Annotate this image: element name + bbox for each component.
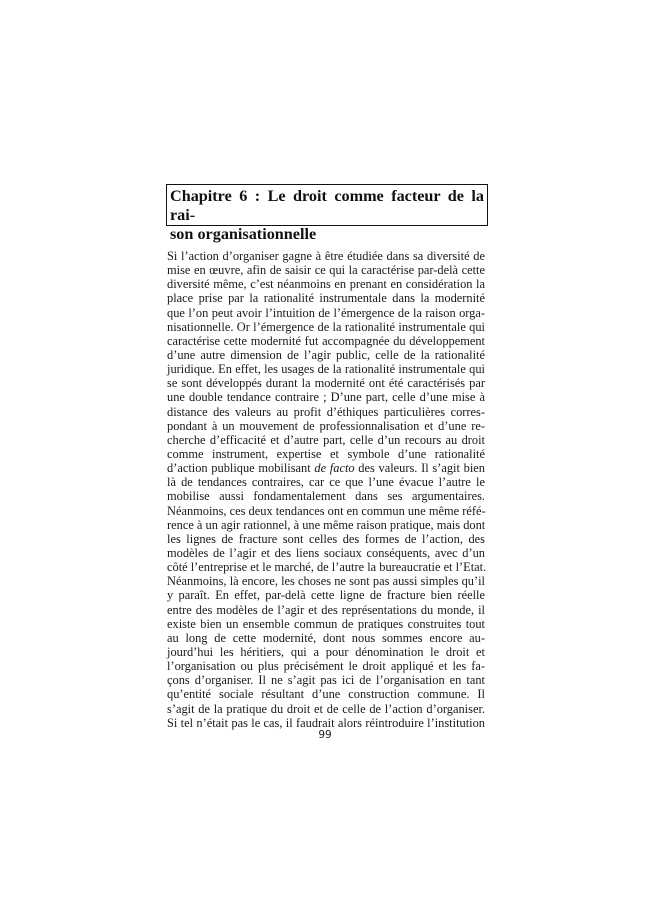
text-line: juridique. En effet, les usages de la rationalité instrumentale qui [167,362,485,377]
chapter-title-line-1: Chapitre 6 : Le droit comme facteur de la rai- [170,187,484,224]
text-line-mixed [167,461,485,475]
text-segment: d’action publique mobilisant [167,461,315,476]
text-line: les lignes de fracture sont celles des formes de l’action, des [167,531,485,546]
text-line: comme instrument, expertise et symbole d’une rationalité [167,446,485,461]
text-line: caractérise cette modernité fut accompagnée du développement [167,333,485,348]
text-line: existe bien un ensemble commun de pratiques construites tout [167,616,485,631]
text-line: d’une autre dimension de l’agir public, celle de la rationalité [167,347,485,362]
text-line: rence à un agir rationnel, à une même raison pratique, mais dont [167,517,486,532]
text-line: Si tel n’était pas le cas, il faudrait alors réintroduire l’institution [167,715,485,730]
text-line: Néanmoins, ces deux tendances ont en commun une même réfé- [167,503,486,518]
page-number: 99 [318,729,332,741]
text-line: se sont développés durant la modernité ont été caractérisés par [167,376,485,391]
body-paragraph [167,249,485,730]
text-line: s’agit de la pratique du droit et de celle de l’action d’organiser. [167,701,485,716]
text-line: place prise par la rationalité instrumentale dans la modernité [167,291,485,306]
text-line: jourd’hui les héritiers, qui a pour dénomination le droit et [167,644,485,659]
italic-term: de facto [314,461,355,476]
text-line: là de tendances contraires, car ce que l’une évacue l’autre le [167,475,485,490]
text-line: une double tendance contraire ; D’une part, celle d’une mise à [167,390,485,405]
text-line: mise en œuvre, afin de saisir ce qui la caractérise par-delà cette [167,263,485,278]
text-line: côté l’entreprise et le marché, de l’autre la bureaucratie et l’Etat. [167,560,487,575]
text-line: l’organisation ou plus précisément le droit appliqué et les fa- [167,659,485,674]
text-line: qu’entité sociale résultant d’une construction commune. Il [167,687,485,702]
text-line: entre des modèles de l’agir et des représentations du monde, il [167,602,485,617]
text-line: mobilise aussi fondamentalement dans ses argumentaires. [167,489,485,504]
text-line: modèles de l’agir et des liens sociaux conséquents, avec d’un [167,545,485,560]
text-line: y paraît. En effet, par-delà cette ligne de fracture bien réelle [167,588,485,603]
text-line: au long de cette modernité, dont nous sommes encore au- [167,630,485,645]
text-line: Néanmoins, là encore, les choses ne sont pas aussi simples qu’il [167,574,485,589]
text-segment: des valeurs. Il s’agit bien [354,461,485,476]
text-line: Si l’action d’organiser gagne à être étudiée dans sa diversité de [167,249,485,263]
text-line: çons d’organiser. Il ne s’agit pas ici de l’organisation en tant [167,673,485,688]
text-line: pondant à un mouvement de professionnalisation et d’une re- [167,418,485,433]
text-line: que l’on peut avoir l’intuition de l’émergence de la raison orga- [167,305,485,320]
text-line: nisationnelle. Or l’émergence de la rationalité instrumentale qui [167,319,485,334]
text-line: cherche d’efficacité et d’autre part, celle d’un recours au droit [167,432,485,447]
chapter-heading-box [166,184,488,243]
chapter-title-line-2: son organisationnelle [170,225,317,243]
text-line: distance des valeurs au profit d’éthiques particulières corres- [167,404,485,419]
text-line: diversité même, c’est néanmoins en prenant en considération la [167,277,485,292]
